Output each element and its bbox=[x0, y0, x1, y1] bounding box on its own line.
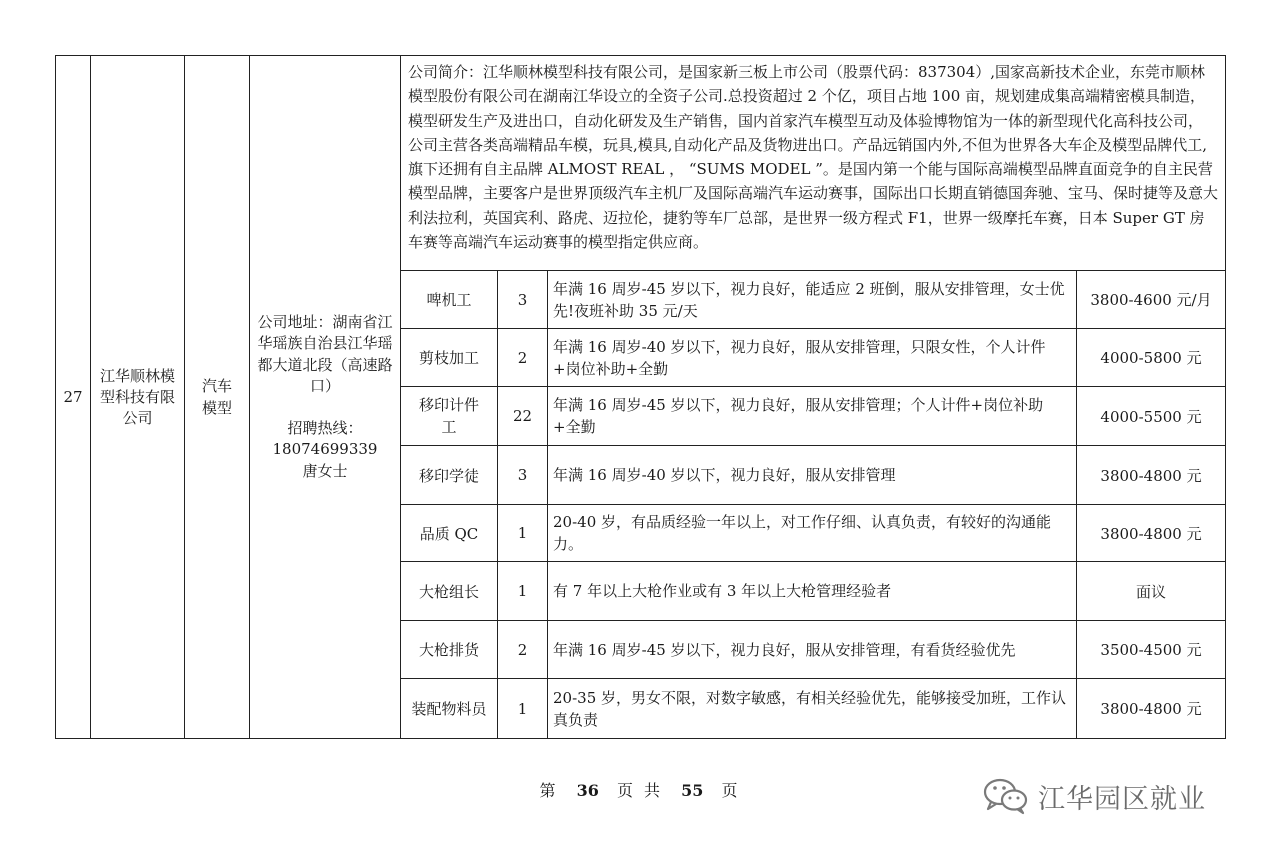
job-count: 1 bbox=[498, 505, 548, 562]
job-title: 啤机工 bbox=[401, 271, 498, 329]
job-title: 移印学徒 bbox=[401, 446, 498, 505]
industry: 汽车模型 bbox=[185, 56, 250, 739]
job-requirement: 20-40 岁，有品质经验一年以上，对工作仔细、认真负责，有较好的沟通能力。 bbox=[548, 505, 1077, 562]
page-mid: 页 共 bbox=[616, 781, 664, 800]
job-salary: 3500-4500 元 bbox=[1077, 621, 1226, 679]
hotline-number: 18074699339 bbox=[272, 440, 378, 459]
job-count: 22 bbox=[498, 387, 548, 446]
job-salary: 4000-5500 元 bbox=[1077, 387, 1226, 446]
job-requirement: 有 7 年以上大枪作业或有 3 年以上大枪管理经验者 bbox=[548, 562, 1077, 621]
current-page: 36 bbox=[576, 781, 599, 800]
job-requirement: 年满 16 周岁-40 岁以下，视力良好，服从安排管理，只限女性，个人计件+岗位补助+全勤 bbox=[548, 329, 1077, 387]
job-requirement: 年满 16 周岁-40 岁以下，视力良好，服从安排管理 bbox=[548, 446, 1077, 505]
company-name: 江华顺林模型科技有限公司 bbox=[91, 56, 185, 739]
job-count: 1 bbox=[498, 562, 548, 621]
job-title: 品质 QC bbox=[401, 505, 498, 562]
company-address: 公司地址：湖南省江华瑶族自治县江华瑶都大道北段（高速路口） bbox=[257, 312, 393, 396]
contact-info bbox=[250, 56, 401, 739]
job-requirement: 20-35 岁，男女不限，对数字敏感，有相关经验优先，能够接受加班，工作认真负责 bbox=[548, 679, 1077, 739]
total-pages: 55 bbox=[681, 781, 704, 800]
job-salary: 3800-4800 元 bbox=[1077, 679, 1226, 739]
hotline-label: 招聘热线： bbox=[287, 418, 363, 437]
job-requirement: 年满 16 周岁-45 岁以下，视力良好，服从安排管理；个人计件+岗位补助+全勤 bbox=[548, 387, 1077, 446]
job-title: 移印计件工 bbox=[401, 387, 498, 446]
job-title: 大枪组长 bbox=[401, 562, 498, 621]
job-count: 1 bbox=[498, 679, 548, 739]
contact-person: 唐女士 bbox=[302, 461, 348, 480]
job-listing-table bbox=[55, 55, 1226, 739]
page-suffix: 页 bbox=[721, 781, 741, 800]
brand-watermark bbox=[982, 776, 1206, 816]
company-index: 27 bbox=[56, 56, 91, 739]
job-count: 2 bbox=[498, 621, 548, 679]
page-prefix: 第 bbox=[539, 781, 559, 800]
job-salary: 3800-4800 元 bbox=[1077, 505, 1226, 562]
job-count: 3 bbox=[498, 271, 548, 329]
company-intro: 公司简介：江华顺林模型科技有限公司，是国家新三板上市公司（股票代码：837304）,国家高新技术企业，东莞市顺林模型股份有限公司在湖南江华设立的全资子公司.总投资超过 2 个亿，项目占地 100 亩，规划建成集高端精密模具制造，模型研发生产及进出口，自动化研发及生产销售，国内首家汽车模型互动及体验博物馆为一体的新型现代化高科技公司， 公司主营各类高端精品车模，玩具,模具,自动化产品及货物进出口。产品远销国内外,不但为世界各大车企及模型品牌代工,旗下还拥有自主品牌 ALMOST REAL ， “SUMS MODEL ”。是国内第一个能与国际高端模型品牌直面竞争的自主民营模型品牌，主要客户是世界顶级汽车主机厂及国际高端汽车运动赛事，国际出口长期直销德国奔驰、宝马、保时捷等及意大利法拉利，英国宾利、路虎、迈拉伦，捷豹等车厂总部，是世界一级方程式 F1，世界一级摩托车赛，日本 Super GT 房车赛等高端汽车运动赛事的模型指定供应商。 bbox=[401, 56, 1226, 271]
job-requirement: 年满 16 周岁-45 岁以下，视力良好，服从安排管理，有看货经验优先 bbox=[548, 621, 1077, 679]
job-salary: 3800-4800 元 bbox=[1077, 446, 1226, 505]
job-salary: 4000-5800 元 bbox=[1077, 329, 1226, 387]
job-salary: 3800-4600 元/月 bbox=[1077, 271, 1226, 329]
brand-name: 江华园区就业 bbox=[1038, 783, 1206, 815]
job-title: 装配物料员 bbox=[401, 679, 498, 739]
job-title: 剪枝加工 bbox=[401, 329, 498, 387]
job-salary: 面议 bbox=[1077, 562, 1226, 621]
wechat-icon bbox=[982, 776, 1030, 816]
job-requirement: 年满 16 周岁-45 岁以下，视力良好，能适应 2 班倒，服从安排管理，女士优先!夜班补助 35 元/天 bbox=[548, 271, 1077, 329]
job-count: 3 bbox=[498, 446, 548, 505]
job-count: 2 bbox=[498, 329, 548, 387]
job-title: 大枪排货 bbox=[401, 621, 498, 679]
